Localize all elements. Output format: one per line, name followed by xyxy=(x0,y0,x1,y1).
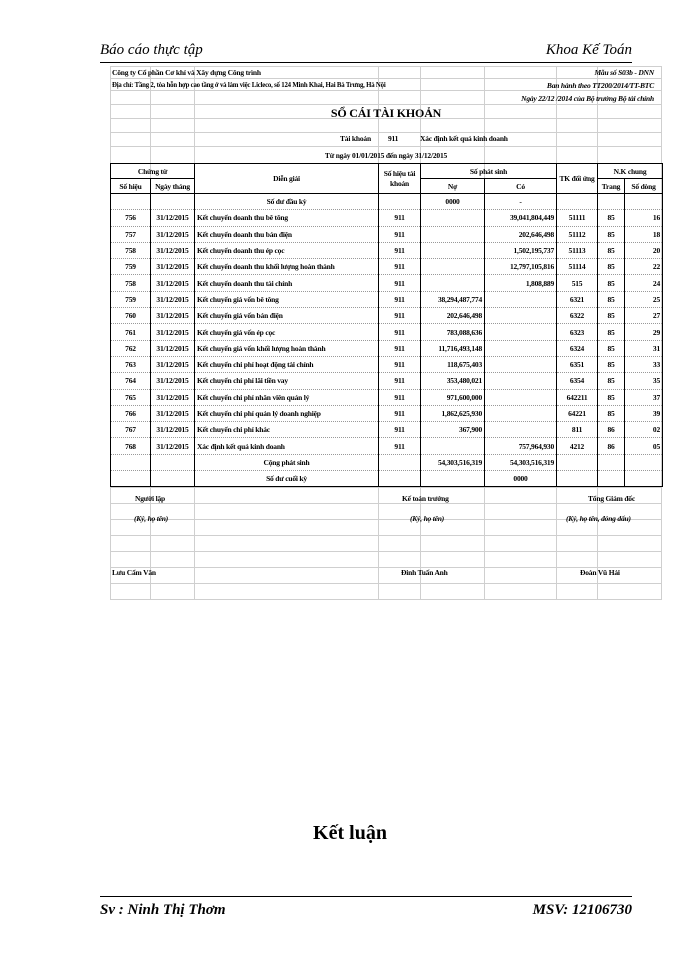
row-account: 911 xyxy=(379,275,421,291)
row-debit: 783,088,636 xyxy=(421,324,485,340)
row-doc-no: 761 xyxy=(111,324,151,340)
company-address: Địa chỉ: Tầng 2, tòa hỗn hợp cao tầng ở và làm việc Licleco, số 124 Minh Khai, Hai Bà Trưng, Hà Nội xyxy=(112,82,386,89)
total-credit: 54,303,516,319 xyxy=(485,454,557,470)
row-date: 31/12/2015 xyxy=(151,259,195,275)
form-number: Mẫu số S03b - DNN xyxy=(594,68,654,77)
row-doc-no: 759 xyxy=(111,291,151,307)
row-account: 911 xyxy=(379,405,421,421)
row-description: Kết chuyển doanh thu bán điện xyxy=(195,226,379,242)
row-line: 33 xyxy=(625,356,663,372)
row-description: Kết chuyển chi phí quản lý doanh nghiệp xyxy=(195,405,379,421)
col-tk-doi-ung: TK đối ứng xyxy=(557,164,598,194)
period-range: Từ ngày 01/01/2015 đến ngày 31/12/2015 xyxy=(324,151,448,160)
row-date: 31/12/2015 xyxy=(151,210,195,226)
row-credit: 12,797,105,816 xyxy=(485,259,557,275)
row-contra-account: 642211 xyxy=(557,389,598,405)
signer-2-role: Kế toán trưởng xyxy=(402,494,449,503)
row-debit xyxy=(421,259,485,275)
row-debit: 118,675,403 xyxy=(421,356,485,372)
table-row xyxy=(111,356,663,372)
row-account: 911 xyxy=(379,438,421,454)
row-contra-account: 6324 xyxy=(557,340,598,356)
col-dien-giai: Diễn giải xyxy=(195,164,379,194)
signer-2-name: Đinh Tuấn Anh xyxy=(401,568,448,577)
closing-credit: 0000 xyxy=(485,471,557,487)
row-contra-account: 6321 xyxy=(557,291,598,307)
col-so-hieu: Số hiệu xyxy=(111,179,151,194)
row-date: 31/12/2015 xyxy=(151,389,195,405)
row-page: 85 xyxy=(598,308,625,324)
closing-balance-row xyxy=(111,471,663,487)
opening-credit: - xyxy=(485,194,557,210)
row-line: 18 xyxy=(625,226,663,242)
signer-3-role: Tổng Giám đốc xyxy=(588,494,635,503)
row-doc-no: 758 xyxy=(111,275,151,291)
row-page: 85 xyxy=(598,389,625,405)
row-doc-no: 758 xyxy=(111,242,151,258)
row-page: 85 xyxy=(598,356,625,372)
table-row xyxy=(111,242,663,258)
row-description: Kết chuyển doanh thu bê tông xyxy=(195,210,379,226)
ledger-table xyxy=(110,163,663,487)
row-doc-no: 759 xyxy=(111,259,151,275)
row-page: 85 xyxy=(598,373,625,389)
row-credit xyxy=(485,373,557,389)
row-credit xyxy=(485,356,557,372)
signer-3-name: Đoàn Vũ Hải xyxy=(580,568,620,577)
row-line: 37 xyxy=(625,389,663,405)
col-ngay-thang: Ngày tháng xyxy=(151,179,195,194)
row-description: Xác định kết quả kinh doanh xyxy=(195,438,379,454)
table-row xyxy=(111,291,663,307)
row-account: 911 xyxy=(379,308,421,324)
table-row xyxy=(111,340,663,356)
row-description: Kết chuyển chi phí nhân viên quản lý xyxy=(195,389,379,405)
table-row xyxy=(111,422,663,438)
row-debit xyxy=(421,242,485,258)
row-date: 31/12/2015 xyxy=(151,340,195,356)
account-name: Xác định kết quả kinh doanh xyxy=(420,134,508,143)
row-line: 31 xyxy=(625,340,663,356)
company-name: Công ty Cổ phần Cơ khí và Xây dựng Công trình xyxy=(112,68,261,77)
table-row xyxy=(111,389,663,405)
row-debit: 38,294,487,774 xyxy=(421,291,485,307)
total-row xyxy=(111,454,663,470)
row-doc-no: 756 xyxy=(111,210,151,226)
row-description: Kết chuyển chi phí hoạt động tài chính xyxy=(195,356,379,372)
row-account: 911 xyxy=(379,291,421,307)
account-number: 911 xyxy=(388,134,399,143)
row-line: 35 xyxy=(625,373,663,389)
row-date: 31/12/2015 xyxy=(151,438,195,454)
row-doc-no: 764 xyxy=(111,373,151,389)
row-doc-no: 763 xyxy=(111,356,151,372)
row-contra-account: 6323 xyxy=(557,324,598,340)
row-debit xyxy=(421,275,485,291)
row-credit xyxy=(485,308,557,324)
row-account: 911 xyxy=(379,259,421,275)
row-doc-no: 762 xyxy=(111,340,151,356)
student-id: MSV: 12106730 xyxy=(532,902,632,918)
row-page: 85 xyxy=(598,242,625,258)
row-doc-no: 768 xyxy=(111,438,151,454)
signer-1-name: Lưu Cẩm Vân xyxy=(112,568,156,577)
section-heading: Kết luận xyxy=(313,822,387,844)
row-account: 911 xyxy=(379,340,421,356)
row-description: Kết chuyển doanh thu khối lượng hoàn thành xyxy=(195,259,379,275)
row-debit: 1,862,625,930 xyxy=(421,405,485,421)
table-row xyxy=(111,405,663,421)
signer-3-note: (Ký, họ tên, đóng dấu) xyxy=(566,514,631,523)
row-credit xyxy=(485,389,557,405)
row-debit: 202,646,498 xyxy=(421,308,485,324)
row-debit xyxy=(421,438,485,454)
row-account: 911 xyxy=(379,373,421,389)
row-description: Kết chuyển chi phí khác xyxy=(195,422,379,438)
row-description: Kết chuyển giá vốn bê tông xyxy=(195,291,379,307)
row-account: 911 xyxy=(379,422,421,438)
row-contra-account: 4212 xyxy=(557,438,598,454)
row-date: 31/12/2015 xyxy=(151,291,195,307)
table-row xyxy=(111,324,663,340)
row-debit: 971,600,000 xyxy=(421,389,485,405)
total-label: Cộng phát sinh xyxy=(195,454,379,470)
row-account: 911 xyxy=(379,210,421,226)
row-line: 02 xyxy=(625,422,663,438)
row-account: 911 xyxy=(379,226,421,242)
row-debit xyxy=(421,226,485,242)
row-debit: 367,900 xyxy=(421,422,485,438)
row-date: 31/12/2015 xyxy=(151,422,195,438)
row-credit xyxy=(485,422,557,438)
total-debit: 54,303,516,319 xyxy=(421,454,485,470)
row-page: 86 xyxy=(598,422,625,438)
row-page: 86 xyxy=(598,438,625,454)
col-trang: Trang xyxy=(598,179,625,194)
col-co: Có xyxy=(485,179,557,194)
department-name: Khoa Kế Toán xyxy=(545,42,632,58)
row-contra-account: 6322 xyxy=(557,308,598,324)
row-date: 31/12/2015 xyxy=(151,324,195,340)
row-date: 31/12/2015 xyxy=(151,275,195,291)
row-date: 31/12/2015 xyxy=(151,242,195,258)
closing-label: Số dư cuối kỳ xyxy=(195,471,379,487)
row-date: 31/12/2015 xyxy=(151,308,195,324)
row-doc-no: 757 xyxy=(111,226,151,242)
row-doc-no: 765 xyxy=(111,389,151,405)
row-contra-account: 64221 xyxy=(557,405,598,421)
row-debit: 11,716,493,148 xyxy=(421,340,485,356)
signer-2-note: (Ký, họ tên) xyxy=(410,514,445,523)
table-row xyxy=(111,275,663,291)
row-contra-account: 51111 xyxy=(557,210,598,226)
closing-debit xyxy=(421,471,485,487)
col-so-phat-sinh: Số phát sinh xyxy=(421,164,557,179)
row-description: Kết chuyển chi phí lãi tiền vay xyxy=(195,373,379,389)
opening-balance-row xyxy=(111,194,663,210)
row-account: 911 xyxy=(379,324,421,340)
row-doc-no: 767 xyxy=(111,422,151,438)
row-page: 85 xyxy=(598,324,625,340)
row-description: Kết chuyển doanh thu tài chính xyxy=(195,275,379,291)
table-row xyxy=(111,259,663,275)
signer-1-role: Người lập xyxy=(135,494,165,503)
row-description: Kết chuyển doanh thu ép cọc xyxy=(195,242,379,258)
row-credit: 39,041,804,449 xyxy=(485,210,557,226)
row-line: 24 xyxy=(625,275,663,291)
row-date: 31/12/2015 xyxy=(151,405,195,421)
ledger-sheet xyxy=(110,66,662,600)
row-line: 27 xyxy=(625,308,663,324)
row-description: Kết chuyển giá vốn khối lượng hoàn thành xyxy=(195,340,379,356)
row-contra-account: 6354 xyxy=(557,373,598,389)
opening-debit: 0000 xyxy=(421,194,485,210)
row-date: 31/12/2015 xyxy=(151,226,195,242)
row-debit xyxy=(421,210,485,226)
decision-line-2: Ngày 22/12 /2014 của Bộ trưởng Bộ tài chính xyxy=(521,94,654,103)
row-page: 85 xyxy=(598,226,625,242)
table-row xyxy=(111,210,663,226)
ledger-title: SỔ CÁI TÀI KHOẢN xyxy=(330,106,442,120)
row-contra-account: 6351 xyxy=(557,356,598,372)
row-contra-account: 51114 xyxy=(557,259,598,275)
row-description: Kết chuyển giá vốn ép cọc xyxy=(195,324,379,340)
signer-1-note: (Ký, họ tên) xyxy=(134,514,169,523)
report-title: Báo cáo thực tập xyxy=(100,42,203,58)
row-doc-no: 766 xyxy=(111,405,151,421)
row-line: 29 xyxy=(625,324,663,340)
row-credit: 1,808,889 xyxy=(485,275,557,291)
row-page: 85 xyxy=(598,210,625,226)
row-contra-account: 515 xyxy=(557,275,598,291)
col-account-code: Số hiệu tài khoản xyxy=(379,164,421,194)
page-header xyxy=(100,42,632,63)
row-debit: 353,480,021 xyxy=(421,373,485,389)
row-account: 911 xyxy=(379,356,421,372)
row-page: 85 xyxy=(598,275,625,291)
table-row xyxy=(111,226,663,242)
row-line: 25 xyxy=(625,291,663,307)
col-chung-tu: Chứng từ xyxy=(111,164,195,179)
row-line: 05 xyxy=(625,438,663,454)
row-line: 16 xyxy=(625,210,663,226)
row-line: 39 xyxy=(625,405,663,421)
row-credit xyxy=(485,340,557,356)
col-no: Nợ xyxy=(421,179,485,194)
row-contra-account: 51112 xyxy=(557,226,598,242)
row-line: 20 xyxy=(625,242,663,258)
row-credit: 202,646,498 xyxy=(485,226,557,242)
row-doc-no: 760 xyxy=(111,308,151,324)
row-contra-account: 51113 xyxy=(557,242,598,258)
table-row xyxy=(111,373,663,389)
table-row xyxy=(111,308,663,324)
row-contra-account: 811 xyxy=(557,422,598,438)
row-date: 31/12/2015 xyxy=(151,356,195,372)
row-credit xyxy=(485,405,557,421)
opening-label: Số dư đầu kỳ xyxy=(195,194,379,210)
row-credit: 757,964,930 xyxy=(485,438,557,454)
col-so-dong: Số dòng xyxy=(625,179,663,194)
row-description: Kết chuyển giá vốn bán điện xyxy=(195,308,379,324)
decision-line-1: Ban hành theo TT200/2014/TT-BTC xyxy=(546,81,654,90)
row-credit: 1,502,195,737 xyxy=(485,242,557,258)
row-account: 911 xyxy=(379,242,421,258)
row-page: 85 xyxy=(598,405,625,421)
student-name: Sv : Ninh Thị Thơm xyxy=(100,902,226,918)
row-credit xyxy=(485,324,557,340)
page-footer xyxy=(100,896,632,921)
table-row xyxy=(111,438,663,454)
row-page: 85 xyxy=(598,259,625,275)
account-label: Tài khoản xyxy=(340,134,371,143)
row-line: 22 xyxy=(625,259,663,275)
row-account: 911 xyxy=(379,389,421,405)
row-credit xyxy=(485,291,557,307)
col-nk-chung: N.K chung xyxy=(598,164,663,179)
row-date: 31/12/2015 xyxy=(151,373,195,389)
row-page: 85 xyxy=(598,291,625,307)
row-page: 85 xyxy=(598,340,625,356)
